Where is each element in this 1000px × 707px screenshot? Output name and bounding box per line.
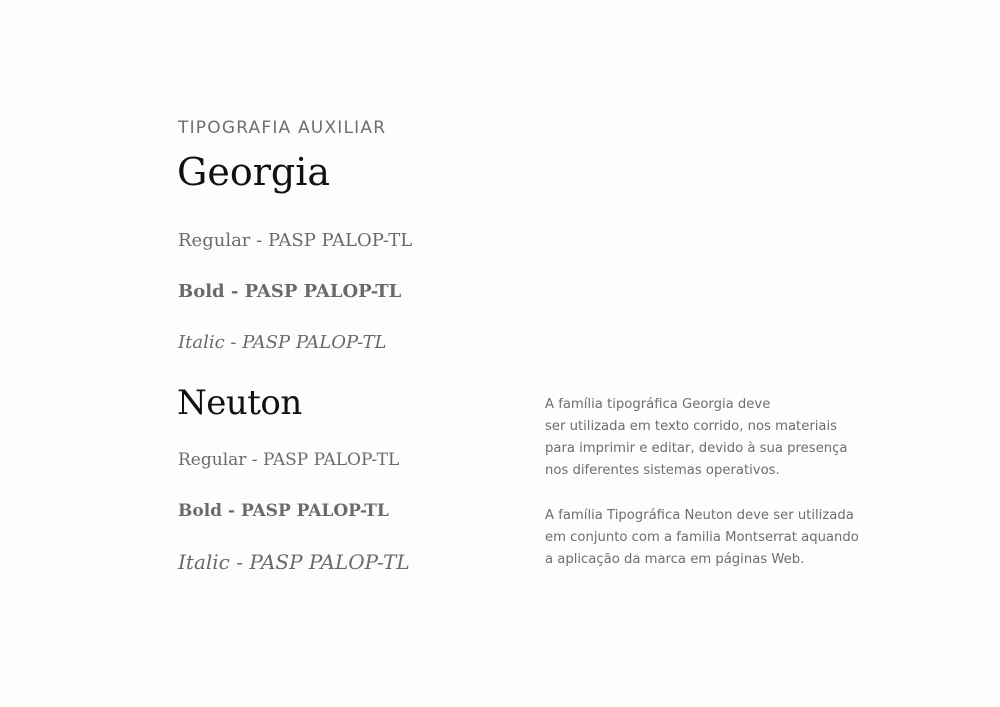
description-line: nos diferentes sistemas operativos.	[545, 463, 780, 478]
description-line: A família Tipográfica Neuton deve ser utilizada	[545, 508, 854, 523]
description-line: A família tipográfica Georgia deve	[545, 397, 771, 412]
neuton-italic-sample: Italic - PASP PALOP-TL	[178, 550, 410, 574]
georgia-italic-sample: Italic - PASP PALOP-TL	[178, 332, 387, 353]
georgia-description	[545, 394, 905, 482]
neuton-bold-sample: Bold - PASP PALOP-TL	[178, 501, 389, 521]
section-label: TIPOGRAFIA AUXILIAR	[178, 118, 387, 138]
neuton-description	[545, 505, 905, 571]
description-line: para imprimir e editar, devido à sua presença	[545, 441, 848, 456]
description-line: a aplicação da marca em páginas Web.	[545, 552, 805, 567]
georgia-bold-sample: Bold - PASP PALOP-TL	[178, 281, 402, 302]
neuton-family-title: Neuton	[177, 383, 302, 423]
georgia-regular-sample: Regular - PASP PALOP-TL	[178, 230, 413, 251]
georgia-family-title: Georgia	[177, 150, 331, 194]
description-line: ser utilizada em texto corrido, nos materiais	[545, 419, 838, 434]
description-line: em conjunto com a familia Montserrat aquando	[545, 530, 859, 545]
neuton-regular-sample: Regular - PASP PALOP-TL	[178, 450, 400, 470]
